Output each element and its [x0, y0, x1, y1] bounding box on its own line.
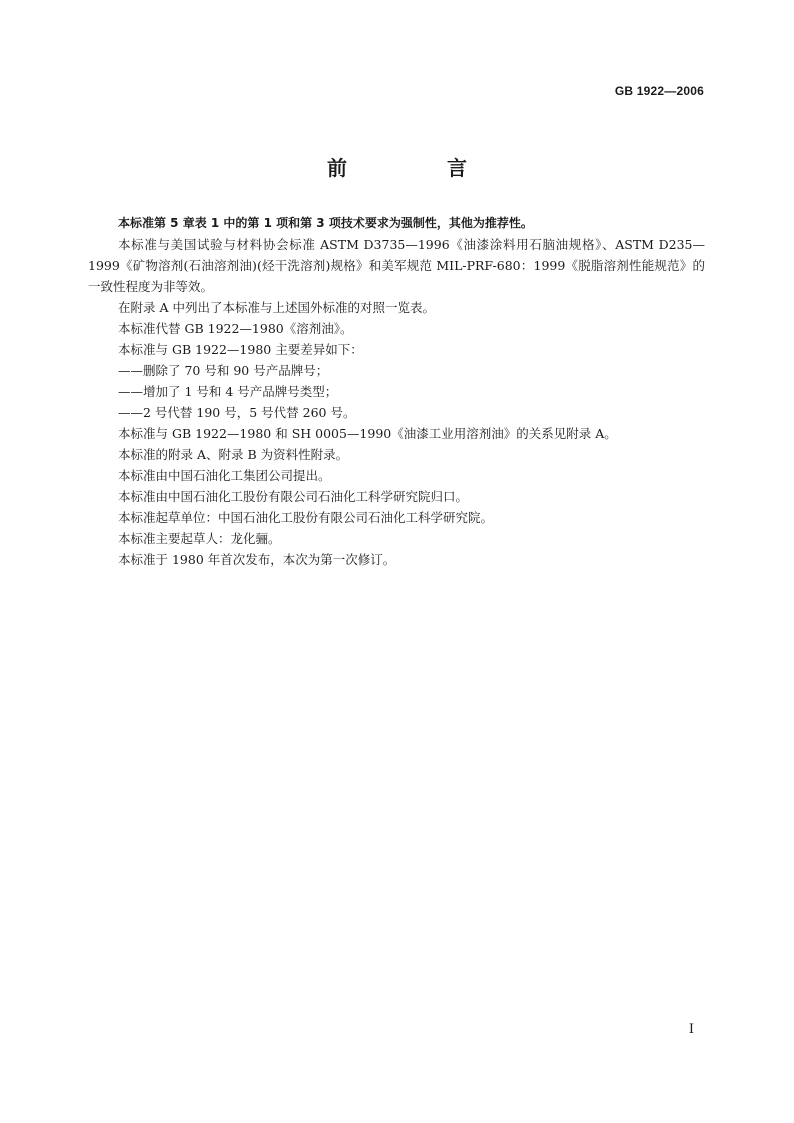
paragraph-informative-annex: 本标准的附录 A、附录 B 为资料性附录。 — [118, 447, 349, 462]
page-number: I — [688, 1022, 694, 1037]
standard-code: GB 1922—2006 — [614, 84, 704, 98]
document-body — [88, 213, 705, 570]
page-title: 前 言 — [327, 156, 507, 180]
paragraph-relation: 本标准与 GB 1922—1980 和 SH 0005—1990《油漆工业用溶剂油》的关系见附录 A。 — [118, 426, 617, 441]
paragraph-equivalence: 本标准与美国试验与材料协会标准 ASTM D3735—1996《油漆涂料用石脑油规格》、ASTM D235—1999《矿物溶剂(石油溶剂油)(烃干洗溶剂)规格》和美军规范 MIL-PRF-680：1999《脱脂溶剂性能规范》的一致性程度为非等效。 — [88, 237, 705, 294]
paragraph-mandatory-clause: 本标准第 5 章表 1 中的第 1 项和第 3 项技术要求为强制性，其他为推荐性。 — [118, 216, 533, 230]
paragraph-proposed-by: 本标准由中国石油化工集团公司提出。 — [118, 468, 331, 483]
paragraph-replaces: 本标准代替 GB 1922—1980《溶剂油》。 — [118, 321, 353, 336]
list-item-difference: ——增加了 1 号和 4 号产品牌号类型； — [118, 384, 338, 399]
list-item-difference: ——删除了 70 号和 90 号产品牌号； — [118, 363, 329, 378]
paragraph-differences-intro: 本标准与 GB 1922—1980 主要差异如下： — [118, 342, 363, 357]
paragraph-drafters: 本标准主要起草人：龙化骊。 — [118, 531, 281, 546]
paragraph-publication-history: 本标准于 1980 年首次发布，本次为第一次修订。 — [118, 552, 396, 567]
paragraph-drafting-unit: 本标准起草单位：中国石油化工股份有限公司石油化工科学研究院。 — [118, 510, 494, 525]
paragraph-centralized-by: 本标准由中国石油化工股份有限公司石油化工科学研究院归口。 — [118, 489, 469, 504]
list-item-difference: ——2 号代替 190 号，5 号代替 260 号。 — [118, 405, 356, 420]
paragraph-annex-comparison: 在附录 A 中列出了本标准与上述国外标准的对照一览表。 — [118, 300, 435, 315]
